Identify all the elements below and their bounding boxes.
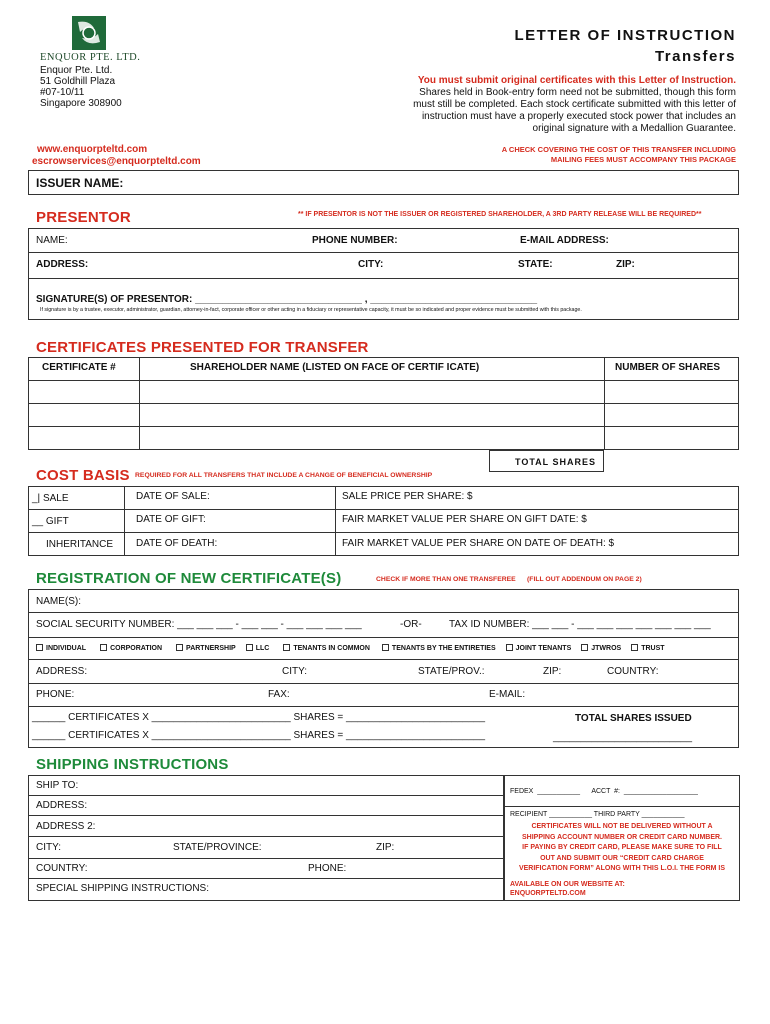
divider (28, 836, 504, 837)
shipping-city-field[interactable]: CITY: (36, 842, 62, 853)
date-of-death-field[interactable]: DATE OF DEATH: (136, 538, 218, 549)
divider (335, 486, 336, 556)
presentor-title: PRESENTOR (36, 209, 131, 226)
sale-price-field[interactable]: SALE PRICE PER SHARE: $ (342, 491, 473, 502)
presentor-fineprint: If signature is by a trustee, executor, administrator, guardian, attorney-in-fact, corporate officer or other acting in a fiduciary or representative capacity, it must be so indicated and proper evidence must be submitted with this package. (40, 307, 582, 313)
divider (28, 532, 739, 533)
ownership-type-option[interactable] (100, 645, 162, 652)
registration-zip-field[interactable]: ZIP: (543, 666, 562, 677)
company-email: escrowservices@enquorpteltd.com (32, 156, 201, 167)
certificates-title: CERTIFICATES PRESENTED FOR TRANSFER (36, 339, 369, 356)
shipping-warning (505, 822, 739, 875)
shipping-warning-line: SHIPPING ACCOUNT NUMBER OR CREDIT CARD NUMBER. (521, 833, 723, 841)
shipping-website-line: ENQUORPTELTD.COM (510, 890, 586, 897)
ownership-type-option[interactable] (36, 645, 86, 652)
divider (28, 403, 739, 404)
registration-fax-field[interactable]: FAX: (268, 689, 290, 700)
presentor-signature-field[interactable]: SIGNATURE(S) OF PRESENTOR: ______________________________ , ______________________________ (36, 294, 538, 305)
notice-line: instruction must have a properly executed stock power that includes an (421, 111, 736, 122)
checkbox-icon[interactable] (36, 644, 43, 651)
ownership-type-option[interactable] (246, 645, 270, 652)
registration-address-field[interactable]: ADDRESS: (36, 666, 88, 677)
notice-line: Shares held in Book-entry form need not be submitted, though this form (419, 87, 736, 98)
gift-checkbox[interactable]: __ GIFT (32, 516, 69, 527)
divider (28, 278, 739, 279)
company-website: www.enquorpteltd.com (37, 144, 148, 155)
certificates-line-1[interactable]: ______ CERTIFICATES X _________________________ SHARES = _________________________ (32, 712, 486, 723)
inheritance-checkbox[interactable]: INHERITANCE (46, 539, 114, 550)
ship-to-field[interactable]: SHIP TO: (36, 780, 79, 791)
recipient-third-party-field[interactable]: RECIPIENT ___________ THIRD PARTY ___________ (510, 811, 685, 818)
ownership-type-option[interactable] (382, 645, 496, 652)
letter-title: LETTER OF INSTRUCTION (514, 27, 736, 44)
checkbox-icon[interactable] (246, 644, 253, 651)
divider (504, 806, 740, 807)
divider (28, 659, 739, 660)
ownership-type-label: INDIVIDUAL (46, 645, 87, 652)
cost-basis-note: REQUIRED FOR ALL TRANSFERS THAT INCLUDE A CHANGE OF BENEFICIAL OWNERSHIP (135, 472, 433, 479)
notice-line: must still be completed. Each stock certificate submitted with this letter of (413, 99, 736, 110)
cost-basis-title: COST BASIS (36, 467, 130, 484)
divider (28, 426, 739, 427)
certificate-number-header: CERTIFICATE # (42, 362, 116, 373)
divider (28, 878, 504, 879)
transferee-names-field[interactable]: NAME(S): (36, 596, 81, 607)
ownership-type-option[interactable] (631, 645, 664, 652)
shipping-website-note (510, 880, 625, 898)
check-notice-line: A CHECK COVERING THE COST OF THIS TRANSFER INCLUDING (501, 145, 736, 154)
ownership-type-label: LLC (255, 645, 270, 652)
ownership-type-label: TENANTS IN COMMON (293, 645, 370, 652)
presentor-address-field[interactable]: ADDRESS: (36, 259, 89, 270)
company-address-3: Singapore 308900 (40, 98, 122, 109)
registration-phone-field[interactable]: PHONE: (36, 689, 75, 700)
registration-note: CHECK IF MORE THAN ONE TRANSFEREE (FILL OUT ADDENDUM ON PAGE 2) (376, 576, 642, 583)
tax-id-field[interactable]: TAX ID NUMBER: ___ ___ - ___ ___ ___ ___ ___ ___ ___ (449, 619, 711, 630)
issuer-name-label: ISSUER NAME: (36, 176, 124, 190)
fedex-account-field[interactable]: FEDEX ___________ ACCT #: ___________________ (510, 788, 698, 795)
shipping-zip-field[interactable]: ZIP: (376, 842, 395, 853)
registration-email-field[interactable]: E-MAIL: (489, 689, 526, 700)
notice-emphasis: You must submit original certificates with this Letter of Instruction. (417, 75, 736, 86)
shipping-website-line: AVAILABLE ON OUR WEBSITE AT: (510, 881, 625, 888)
ownership-type-option[interactable] (283, 645, 370, 652)
shipping-warning-line: OUT AND SUBMIT OUR “CREDIT CARD CHARGE (540, 854, 704, 862)
shipping-warning-line: IF PAYING BY CREDIT CARD, PLEASE MAKE SURE TO FILL (522, 844, 722, 851)
checkbox-icon[interactable] (631, 644, 638, 651)
divider (28, 509, 739, 510)
ssn-field[interactable]: SOCIAL SECURITY NUMBER: ___ ___ ___ - ___ ___ - ___ ___ ___ ___ (36, 619, 362, 630)
ownership-type-label: JTWROS (591, 645, 622, 652)
sale-checkbox[interactable]: _| SALE (32, 493, 69, 504)
divider (28, 612, 739, 613)
company-address-2: #07-10/11 (40, 87, 85, 98)
ownership-type-label: PARTNERSHIP (186, 645, 236, 652)
checkbox-icon[interactable] (176, 644, 183, 651)
divider (28, 706, 739, 707)
divider (124, 486, 125, 556)
shipping-warning-line: VERIFICATION FORM” ALONG WITH THIS L.O.I. THE FORM IS (518, 865, 726, 872)
letter-subtitle: Transfers (654, 48, 736, 65)
divider (28, 858, 504, 859)
shipping-address2-field[interactable]: ADDRESS 2: (36, 821, 96, 832)
date-of-sale-field[interactable]: DATE OF SALE: (136, 491, 210, 502)
divider (28, 380, 739, 381)
divider (28, 795, 504, 796)
checkbox-icon[interactable] (283, 644, 290, 651)
registration-country-field[interactable]: COUNTRY: (607, 666, 659, 677)
shipping-warning-line: CERTIFICATES WILL NOT BE DELIVERED WITHOUT A (531, 823, 713, 830)
presentor-state-field[interactable]: STATE: (518, 259, 553, 270)
checkbox-icon[interactable] (100, 644, 107, 651)
registration-state-field[interactable]: STATE/PROV.: (418, 666, 485, 677)
special-instructions-field[interactable]: SPECIAL SHIPPING INSTRUCTIONS: (36, 883, 209, 894)
shipping-address-field[interactable]: ADDRESS: (36, 800, 88, 811)
presentor-email-field[interactable]: E-MAIL ADDRESS: (520, 235, 609, 246)
shipping-phone-field[interactable]: PHONE: (308, 863, 347, 874)
ownership-type-option[interactable] (581, 645, 621, 652)
divider (28, 252, 739, 253)
checkbox-icon[interactable] (382, 644, 389, 651)
divider (28, 815, 504, 816)
death-value-field[interactable]: FAIR MARKET VALUE PER SHARE ON DATE OF DEATH: $ (342, 538, 615, 549)
presentor-name-field[interactable]: NAME: (36, 235, 68, 246)
company-logo (40, 16, 140, 66)
divider (28, 637, 739, 638)
ownership-type-option[interactable] (506, 645, 572, 652)
presentor-note: ** IF PRESENTOR IS NOT THE ISSUER OR REGISTERED SHAREHOLDER, A 3RD PARTY RELEASE WILL BE REQUIRED** (298, 211, 702, 218)
instruction-notice (413, 75, 736, 135)
ownership-type-label: CORPORATION (110, 645, 163, 652)
total-shares-issued-label: TOTAL SHARES ISSUED (575, 713, 692, 724)
ownership-type-label: TRUST (641, 645, 665, 652)
shareholder-name-header: SHAREHOLDER NAME (LISTED ON FACE OF CERTIF ICATE) (190, 362, 480, 373)
total-shares-label: TOTAL SHARES (515, 457, 597, 467)
logo-text: ENQUOR PTE. LTD. (40, 52, 141, 63)
ownership-type-option[interactable] (176, 645, 236, 652)
checkbox-icon[interactable] (506, 644, 513, 651)
presentor-phone-field[interactable]: PHONE NUMBER: (312, 235, 398, 246)
company-name: Enquor Pte. Ltd. (40, 65, 113, 76)
ownership-type-options (36, 644, 665, 652)
check-notice (502, 145, 736, 165)
presentor-city-field[interactable]: CITY: (358, 259, 384, 270)
number-of-shares-header: NUMBER OF SHARES (615, 362, 721, 373)
certificates-line-2[interactable]: ______ CERTIFICATES X _________________________ SHARES = _________________________ (32, 730, 486, 741)
presentor-zip-field[interactable]: ZIP: (616, 259, 635, 270)
shipping-state-field[interactable]: STATE/PROVINCE: (173, 842, 262, 853)
registration-title: REGISTRATION OF NEW CERTIFICATE(S) (36, 570, 342, 587)
company-logo-icon (72, 16, 106, 50)
checkbox-icon[interactable] (581, 644, 588, 651)
total-shares-issued-field[interactable]: _________________________ (553, 732, 693, 743)
registration-city-field[interactable]: CITY: (282, 666, 308, 677)
shipping-title: SHIPPING INSTRUCTIONS (36, 756, 229, 773)
check-notice-line: MAILING FEES MUST ACCOMPANY THIS PACKAGE (550, 155, 736, 164)
company-address-1: 51 Goldhill Plaza (40, 76, 116, 87)
date-of-gift-field[interactable]: DATE OF GIFT: (136, 514, 206, 525)
or-label: -OR- (400, 619, 422, 630)
divider (28, 683, 739, 684)
shipping-country-field[interactable]: COUNTRY: (36, 863, 88, 874)
gift-value-field[interactable]: FAIR MARKET VALUE PER SHARE ON GIFT DATE: $ (342, 514, 587, 525)
ownership-type-label: TENANTS BY THE ENTIRETIES (391, 645, 496, 652)
issuer-name-field[interactable] (28, 170, 739, 195)
notice-line: original signature with a Medallion Guarantee. (532, 123, 736, 134)
ownership-type-label: JOINT TENANTS (515, 645, 572, 652)
